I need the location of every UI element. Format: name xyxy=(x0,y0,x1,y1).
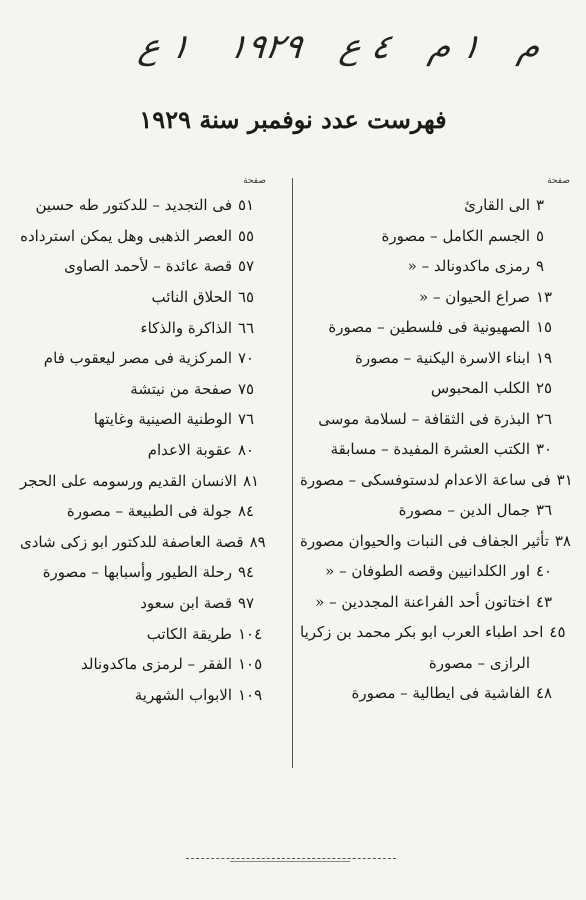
toc-entry-title: رحلة الطيور وأسبابها – مصورة xyxy=(42,563,232,582)
toc-entry-title: البذرة فى الثقافة – لسلامة موسى xyxy=(318,409,530,428)
toc-page-number: ٤٠ xyxy=(536,562,553,581)
toc-page-number: ١٣ xyxy=(536,287,553,306)
toc-entry-title: الفقر – لرمزى ماكدونالد xyxy=(81,655,232,674)
toc-entry xyxy=(300,312,576,343)
toc-entry xyxy=(20,588,282,619)
toc-page-number: ١٠٤ xyxy=(238,624,263,643)
column-divider xyxy=(292,178,293,768)
page-column-heading: صفحة xyxy=(547,176,570,186)
toc-entry-title: ابناء الاسرة اليكنية – مصورة xyxy=(354,348,530,367)
toc-entry-title: قصة ابن سعود xyxy=(140,594,232,613)
toc-page-number: ٧٦ xyxy=(238,410,255,429)
toc-entry xyxy=(300,587,576,618)
page-column-heading: صفحة xyxy=(243,176,266,186)
toc-entry-title: رمزى ماكدونالد – « xyxy=(407,257,530,276)
handwritten-mark-1: ١ ع xyxy=(135,27,194,67)
toc-entry xyxy=(300,678,576,709)
toc-right-column xyxy=(300,176,576,709)
footer-rule-underline xyxy=(230,861,350,862)
toc-page-number: ٣٦ xyxy=(536,501,553,520)
toc-page-number: ٤٨ xyxy=(536,684,553,703)
toc-page-number: ٨٩ xyxy=(249,532,266,551)
toc-page-number: ٥٥ xyxy=(238,226,255,245)
toc-entry xyxy=(300,343,576,374)
toc-entry xyxy=(20,343,282,374)
toc-entry xyxy=(20,282,282,313)
toc-entry xyxy=(300,282,576,313)
footer-rule xyxy=(186,858,396,859)
toc-entry-title: احد اطباء العرب ابو بكر محمد بن زكريا xyxy=(300,623,544,642)
toc-entry-title: الرازى – مصورة xyxy=(428,653,530,672)
toc-entry xyxy=(20,465,282,496)
toc-entry xyxy=(300,251,576,282)
toc-entry-title: صفحة من نيتشة xyxy=(130,379,232,398)
handwritten-mark-2: ١٩٢٩ xyxy=(224,27,306,67)
toc-entry xyxy=(300,495,576,526)
toc-entry-title: الوطنية الصينية وغايتها xyxy=(93,410,232,429)
toc-entry-title: اختاتون أحد الفراعنة المجددين – « xyxy=(315,592,530,611)
toc-page-number: ٨٤ xyxy=(238,502,255,521)
toc-page-number: ٣٨ xyxy=(554,531,571,550)
toc-page-number: ٤٥ xyxy=(549,623,566,642)
page-title: فهرست عدد نوفمبر سنة ١٩٢٩ xyxy=(139,105,447,134)
toc-page-number: ٩ xyxy=(536,257,545,276)
toc-entry xyxy=(300,221,576,252)
toc-entry-title: الكلب المحبوس xyxy=(430,379,530,398)
toc-entry xyxy=(300,465,576,496)
toc-page-number: ٧٥ xyxy=(238,379,255,398)
toc-entry xyxy=(20,404,282,435)
toc-page-number: ٧٠ xyxy=(238,349,255,368)
toc-page-number: ٦٥ xyxy=(238,288,255,307)
toc-left-column xyxy=(20,176,282,710)
toc-entry-title: قصة عائدة – لأحمد الصاوى xyxy=(64,257,232,276)
toc-entry-title: تأثير الجفاف فى النبات والحيوان مصورة xyxy=(300,531,549,550)
handwritten-annotation xyxy=(135,22,545,72)
toc-page-number: ٢٥ xyxy=(536,379,553,398)
toc-page-number: ٥ xyxy=(536,226,545,245)
toc-page-number: ٩٧ xyxy=(238,594,255,613)
toc-entry xyxy=(20,435,282,466)
toc-entry xyxy=(20,527,282,558)
toc-entry xyxy=(20,251,282,282)
toc-entry-title: جمال الدين – مصورة xyxy=(398,501,530,520)
toc-entry-title: العصر الذهبى وهل يمكن استرداده xyxy=(20,226,232,245)
toc-page-number: ١٩ xyxy=(536,348,553,367)
toc-page-number: ١٠٥ xyxy=(238,655,263,674)
toc-entry xyxy=(300,190,576,221)
toc-entry-title: اور الكلدانيين وقصه الطوفان – « xyxy=(325,562,530,581)
toc-page-number: ٣٠ xyxy=(536,440,553,459)
toc-entry-title: قصة العاصفة للدكتور ابو زكى شادى xyxy=(20,532,244,551)
toc-entry xyxy=(20,190,282,221)
toc-entry xyxy=(300,526,576,557)
toc-page-number: ٢٦ xyxy=(536,409,553,428)
toc-entry xyxy=(20,618,282,649)
toc-entry xyxy=(20,649,282,680)
toc-page-number: ٨١ xyxy=(242,471,260,490)
toc-page-number: ٥١ xyxy=(238,196,255,215)
toc-entry-title: الكتب العشرة المفيدة – مسابقة xyxy=(330,440,530,459)
toc-entry xyxy=(20,221,282,252)
toc-entry-title: الانسان القديم ورسومه على الحجر xyxy=(20,471,237,490)
toc-entry-title: صراع الحيوان – « xyxy=(419,287,530,306)
toc-page-number: ٦٦ xyxy=(238,318,255,337)
toc-entry-title: طريقة الكاتب xyxy=(146,624,232,643)
handwritten-mark-3: ٤ ع xyxy=(336,27,395,67)
toc-entry-title: الحلاق النائب xyxy=(151,288,232,307)
toc-entry-title: عقوبة الاعدام xyxy=(147,441,232,460)
toc-entry xyxy=(300,556,576,587)
toc-entry xyxy=(20,557,282,588)
toc-page-number: ٩٤ xyxy=(238,563,255,582)
toc-entry-title: المركزية فى مصر ليعقوب فام xyxy=(43,349,232,368)
toc-entry xyxy=(300,434,576,465)
toc-entry xyxy=(300,404,576,435)
toc-entry-title: الصهيونية فى فلسطين – مصورة xyxy=(328,318,530,337)
toc-entry-title: فى ساعة الاعدام لدستوفسكى – مصورة xyxy=(300,470,551,489)
handwritten-mark-4: ١ م xyxy=(425,27,484,67)
handwritten-mark-5: م xyxy=(514,27,545,67)
toc-entry xyxy=(300,373,576,404)
toc-entry-title: الابواب الشهرية xyxy=(134,685,232,704)
toc-page-number: ١٠٩ xyxy=(238,685,263,704)
toc-entry xyxy=(20,496,282,527)
toc-page-number: ١٥ xyxy=(536,318,553,337)
toc-entry-title: الى القارئ xyxy=(464,196,530,215)
toc-entry-title: فى التجديد – للدكتور طه حسين xyxy=(35,196,232,215)
toc-entry-title: الذاكرة والذكاء xyxy=(140,318,232,337)
toc-entry-title: الفاشية فى ايطالية – مصورة xyxy=(351,684,530,703)
toc-page-number: ٤٣ xyxy=(536,592,553,611)
toc-entry xyxy=(20,312,282,343)
toc-page-number: ٣١ xyxy=(556,470,573,489)
toc-entry xyxy=(300,648,576,679)
toc-entry-title: الجسم الكامل – مصورة xyxy=(381,226,530,245)
toc-page-number: ٨٠ xyxy=(238,441,255,460)
toc-page-number: ٣ xyxy=(536,196,545,215)
toc-entry-title: جولة فى الطبيعة – مصورة xyxy=(66,502,232,521)
toc-page-number: ٥٧ xyxy=(238,257,255,276)
toc-entry xyxy=(20,680,282,711)
toc-entry xyxy=(300,617,576,648)
toc-entry xyxy=(20,374,282,405)
